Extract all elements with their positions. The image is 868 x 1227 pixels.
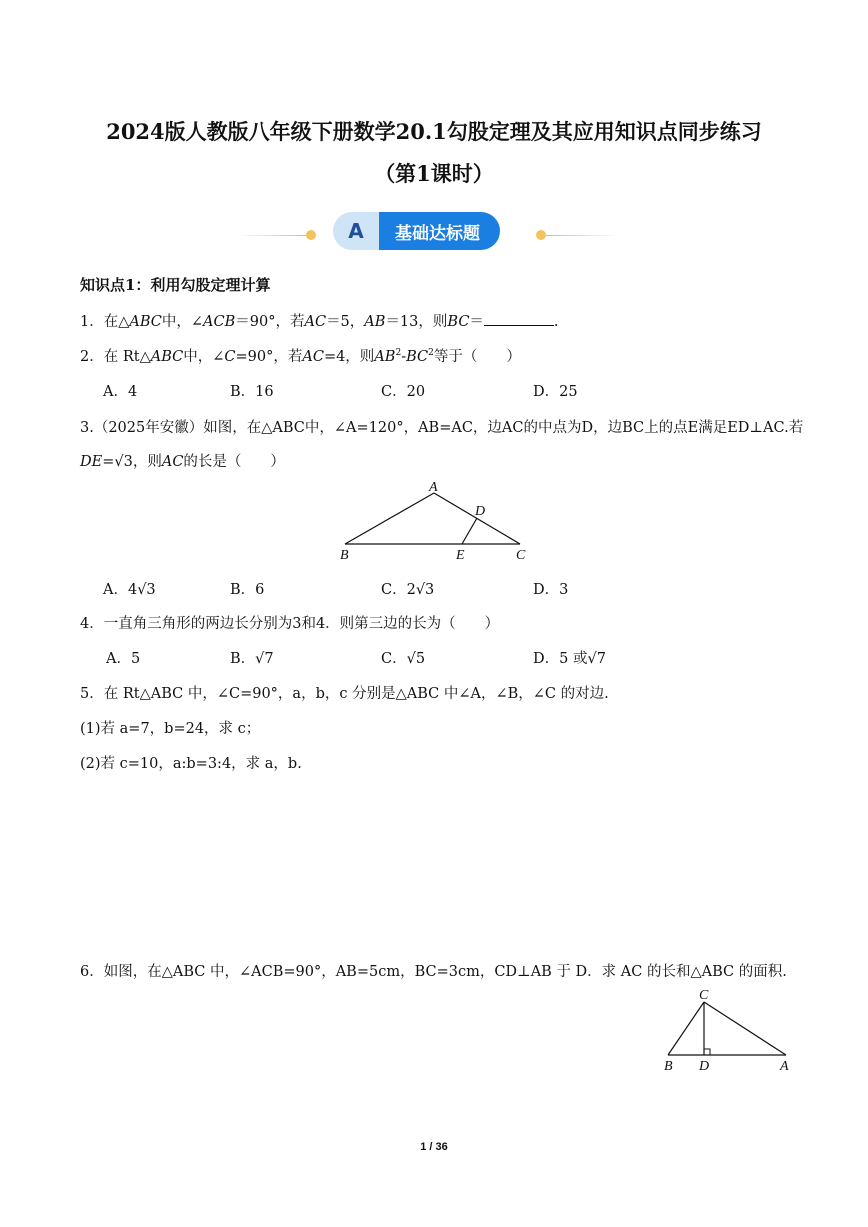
segment-ca bbox=[704, 1002, 786, 1055]
question-5-part2: (2)若 c=10，a:b=3:4，求 a，b. bbox=[80, 756, 302, 772]
label-e: E bbox=[456, 548, 465, 563]
label-c: C bbox=[516, 548, 526, 563]
q4-option-c: C．√5 bbox=[381, 651, 426, 667]
section-badge bbox=[333, 212, 500, 250]
q4-option-b: B．√7 bbox=[230, 651, 274, 667]
segment-bc bbox=[668, 1002, 704, 1055]
segment-de bbox=[462, 518, 477, 544]
q2-option-a: A．4 bbox=[103, 384, 138, 400]
q2-option-b: B．16 bbox=[230, 384, 274, 400]
label-b: B bbox=[340, 548, 349, 563]
badge-label: 基础达标题 bbox=[379, 212, 500, 250]
label-d: D bbox=[699, 1059, 710, 1074]
doc-subtitle: （第1课时） bbox=[374, 161, 494, 186]
label-a: A bbox=[780, 1059, 789, 1074]
question-1: 1．在△ABC中，∠ACB＝90°，若AC＝5，AB＝13，则BC＝ . bbox=[80, 314, 559, 330]
q4-option-d: D．5 或√7 bbox=[533, 651, 606, 667]
section-heading: 知识点1：利用勾股定理计算 bbox=[80, 276, 271, 294]
q2-option-d: D．25 bbox=[533, 384, 578, 400]
right-angle-mark bbox=[704, 1049, 710, 1055]
q3-option-d: D．3 bbox=[533, 582, 569, 598]
triangle-figure-q3 bbox=[330, 475, 540, 567]
label-c: C bbox=[699, 988, 709, 1003]
banner-right-dot bbox=[536, 230, 546, 240]
answer-blank bbox=[484, 313, 554, 326]
question-3-line1: 3.（2025年安徽）如图，在△ABC中，∠A=120°，AB=AC，边AC的中点为D，边BC上的点E满足ED⊥AC.若 bbox=[80, 420, 804, 436]
banner-left-dot bbox=[306, 230, 316, 240]
banner-right-line bbox=[546, 235, 618, 236]
q4-option-a: A．5 bbox=[106, 651, 141, 667]
banner-left-line bbox=[236, 235, 308, 236]
q3-option-b: B．6 bbox=[230, 582, 265, 598]
question-2: 2．在 Rt△ABC中，∠C=90°，若AC=4，则$AB^2-BC^2$等于（ ） bbox=[80, 348, 521, 365]
q3-option-a: A．4√3 bbox=[103, 582, 156, 598]
label-a: A bbox=[429, 480, 438, 495]
question-4: 4．一直角三角形的两边长分别为3和4．则第三边的长为（ ） bbox=[80, 616, 500, 632]
question-3-line2: DE=√3，则AC的长是（ ） bbox=[80, 454, 285, 470]
doc-title: 2024版人教版八年级下册数学20.1勾股定理及其应用知识点同步练习 bbox=[106, 119, 762, 144]
q2-option-c: C．20 bbox=[381, 384, 426, 400]
question-5: 5．在 Rt△ABC 中，∠C=90°，a，b，c 分别是△ABC 中∠A，∠B，∠C 的对边. bbox=[80, 686, 609, 702]
q3-option-c: C．2√3 bbox=[381, 582, 435, 598]
question-5-part1: (1)若 a=7，b=24，求 c； bbox=[80, 721, 261, 737]
triangle-figure-q6 bbox=[658, 985, 798, 1077]
label-b: B bbox=[664, 1059, 673, 1074]
question-6: 6．如图，在△ABC 中，∠ACB=90°，AB=5cm，BC=3cm，CD⊥AB 于 D．求 AC 的长和△ABC 的面积. bbox=[80, 964, 787, 980]
badge-letter: A bbox=[333, 212, 379, 250]
segment-ab bbox=[345, 493, 434, 544]
label-d: D bbox=[475, 504, 486, 519]
page-number: 1 / 36 bbox=[420, 1141, 448, 1153]
